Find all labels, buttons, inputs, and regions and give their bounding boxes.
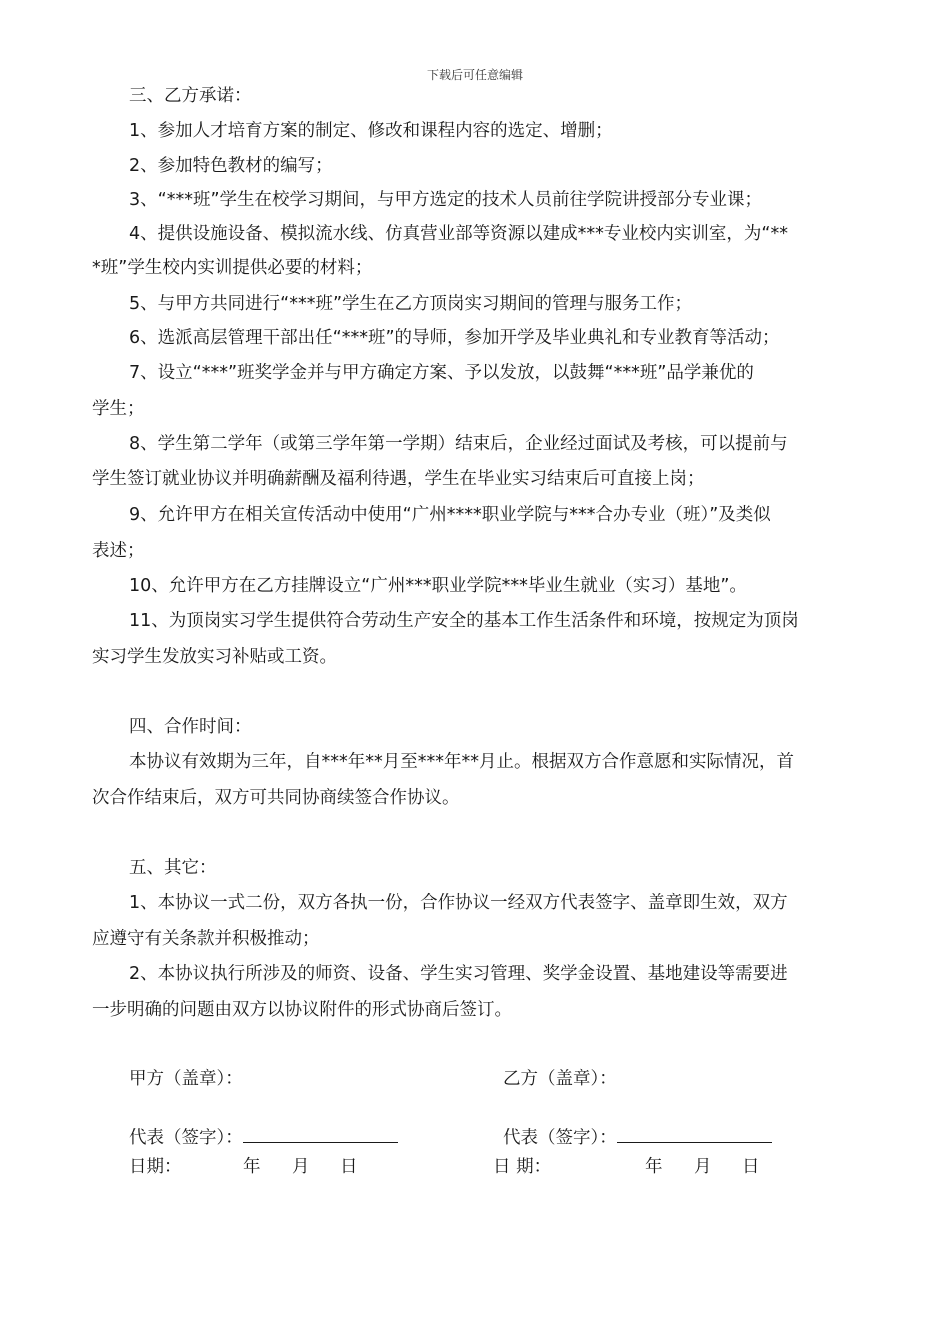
section-3-line: 实习学生发放实习补贴或工资。 — [92, 647, 337, 667]
section-3-line: 3、“***班”学生在校学习期间，与甲方选定的技术人员前往学院讲授部分专业课； — [129, 190, 763, 210]
party-a-date-year: 年 — [243, 1157, 261, 1177]
section-5-line: 应遵守有关条款并积极推动； — [92, 929, 320, 949]
section-3-line: 9、允许甲方在相关宣传活动中使用“广州****职业学院与***合办专业（班）”及类似 — [129, 505, 771, 525]
section-3-line: 学生签订就业协议并明确薪酬及福利待遇，学生在毕业实习结束后可直接上岗； — [92, 469, 705, 489]
section-3-line: 1、参加人才培育方案的制定、修改和课程内容的选定、增删； — [129, 121, 613, 141]
party-b-date-day: 日 — [742, 1157, 760, 1177]
party-b-date-label: 日 期： — [493, 1157, 552, 1177]
section-3-line: *班”学生校内实训提供必要的材料； — [92, 258, 373, 278]
party-a-rep-label: 代表（签字）： — [129, 1128, 243, 1148]
party-a-date-month: 月 — [292, 1157, 310, 1177]
section-3-line: 5、与甲方共同进行“***班”学生在乙方顶岗实习期间的管理与服务工作； — [129, 294, 693, 314]
section-3-line: 4、提供设施设备、模拟流水线、仿真营业部等资源以建成***专业校内实训室，为“** — [129, 224, 788, 244]
party-b-rep-label: 代表（签字）： — [503, 1128, 617, 1148]
section-4-line: 本协议有效期为三年，自***年**月至***年**月止。根据双方合作意愿和实际情况，首 — [129, 752, 794, 772]
party-a-date-day: 日 — [340, 1157, 358, 1177]
section-5-line: 2、本协议执行所涉及的师资、设备、学生实习管理、奖学金设置、基地建设等需要进 — [129, 964, 788, 984]
section-3-line: 学生； — [92, 399, 145, 419]
section-3-line: 6、选派高层管理干部出任“***班”的导师，参加开学及毕业典礼和专业教育等活动； — [129, 328, 780, 348]
party-b-date-month: 月 — [694, 1157, 712, 1177]
page-header: 下载后可任意编辑 — [426, 68, 523, 82]
party-b-seal-label: 乙方（盖章）： — [503, 1069, 617, 1089]
section-5-line: 一步明确的问题由双方以协议附件的形式协商后签订。 — [92, 1000, 512, 1020]
party-a-date-label: 日期： — [129, 1157, 182, 1177]
section-5-line: 1、本协议一式二份，双方各执一份，合作协议一经双方代表签字、盖章即生效，双方 — [129, 893, 788, 913]
section-3-title: 三、乙方承诺： — [129, 86, 252, 106]
party-b-signature-line[interactable] — [617, 1124, 772, 1143]
section-5-title: 五、其它： — [129, 858, 217, 878]
section-3-line: 7、设立“***”班奖学金并与甲方确定方案、予以发放，以鼓舞“***班”品学兼优的 — [129, 363, 754, 383]
section-3-line: 2、参加特色教材的编写； — [129, 156, 333, 176]
section-4-line: 次合作结束后，双方可共同协商续签合作协议。 — [92, 788, 460, 808]
party-a-representative — [129, 1124, 398, 1150]
section-4-title: 四、合作时间： — [129, 717, 252, 737]
party-b-date-year: 年 — [645, 1157, 663, 1177]
section-3-line: 表述； — [92, 541, 145, 561]
party-a-seal-label: 甲方（盖章）： — [129, 1069, 243, 1089]
section-3-line: 11、为顶岗实习学生提供符合劳动生产安全的基本工作生活条件和环境，按规定为顶岗 — [129, 611, 799, 631]
section-3-line: 10、允许甲方在乙方挂牌设立“广州***职业学院***毕业生就业（实习）基地”。 — [129, 576, 747, 596]
section-3-line: 8、学生第二学年（或第三学年第一学期）结束后，企业经过面试及考核，可以提前与 — [129, 434, 788, 454]
party-b-representative — [503, 1124, 772, 1150]
party-a-signature-line[interactable] — [243, 1124, 398, 1143]
